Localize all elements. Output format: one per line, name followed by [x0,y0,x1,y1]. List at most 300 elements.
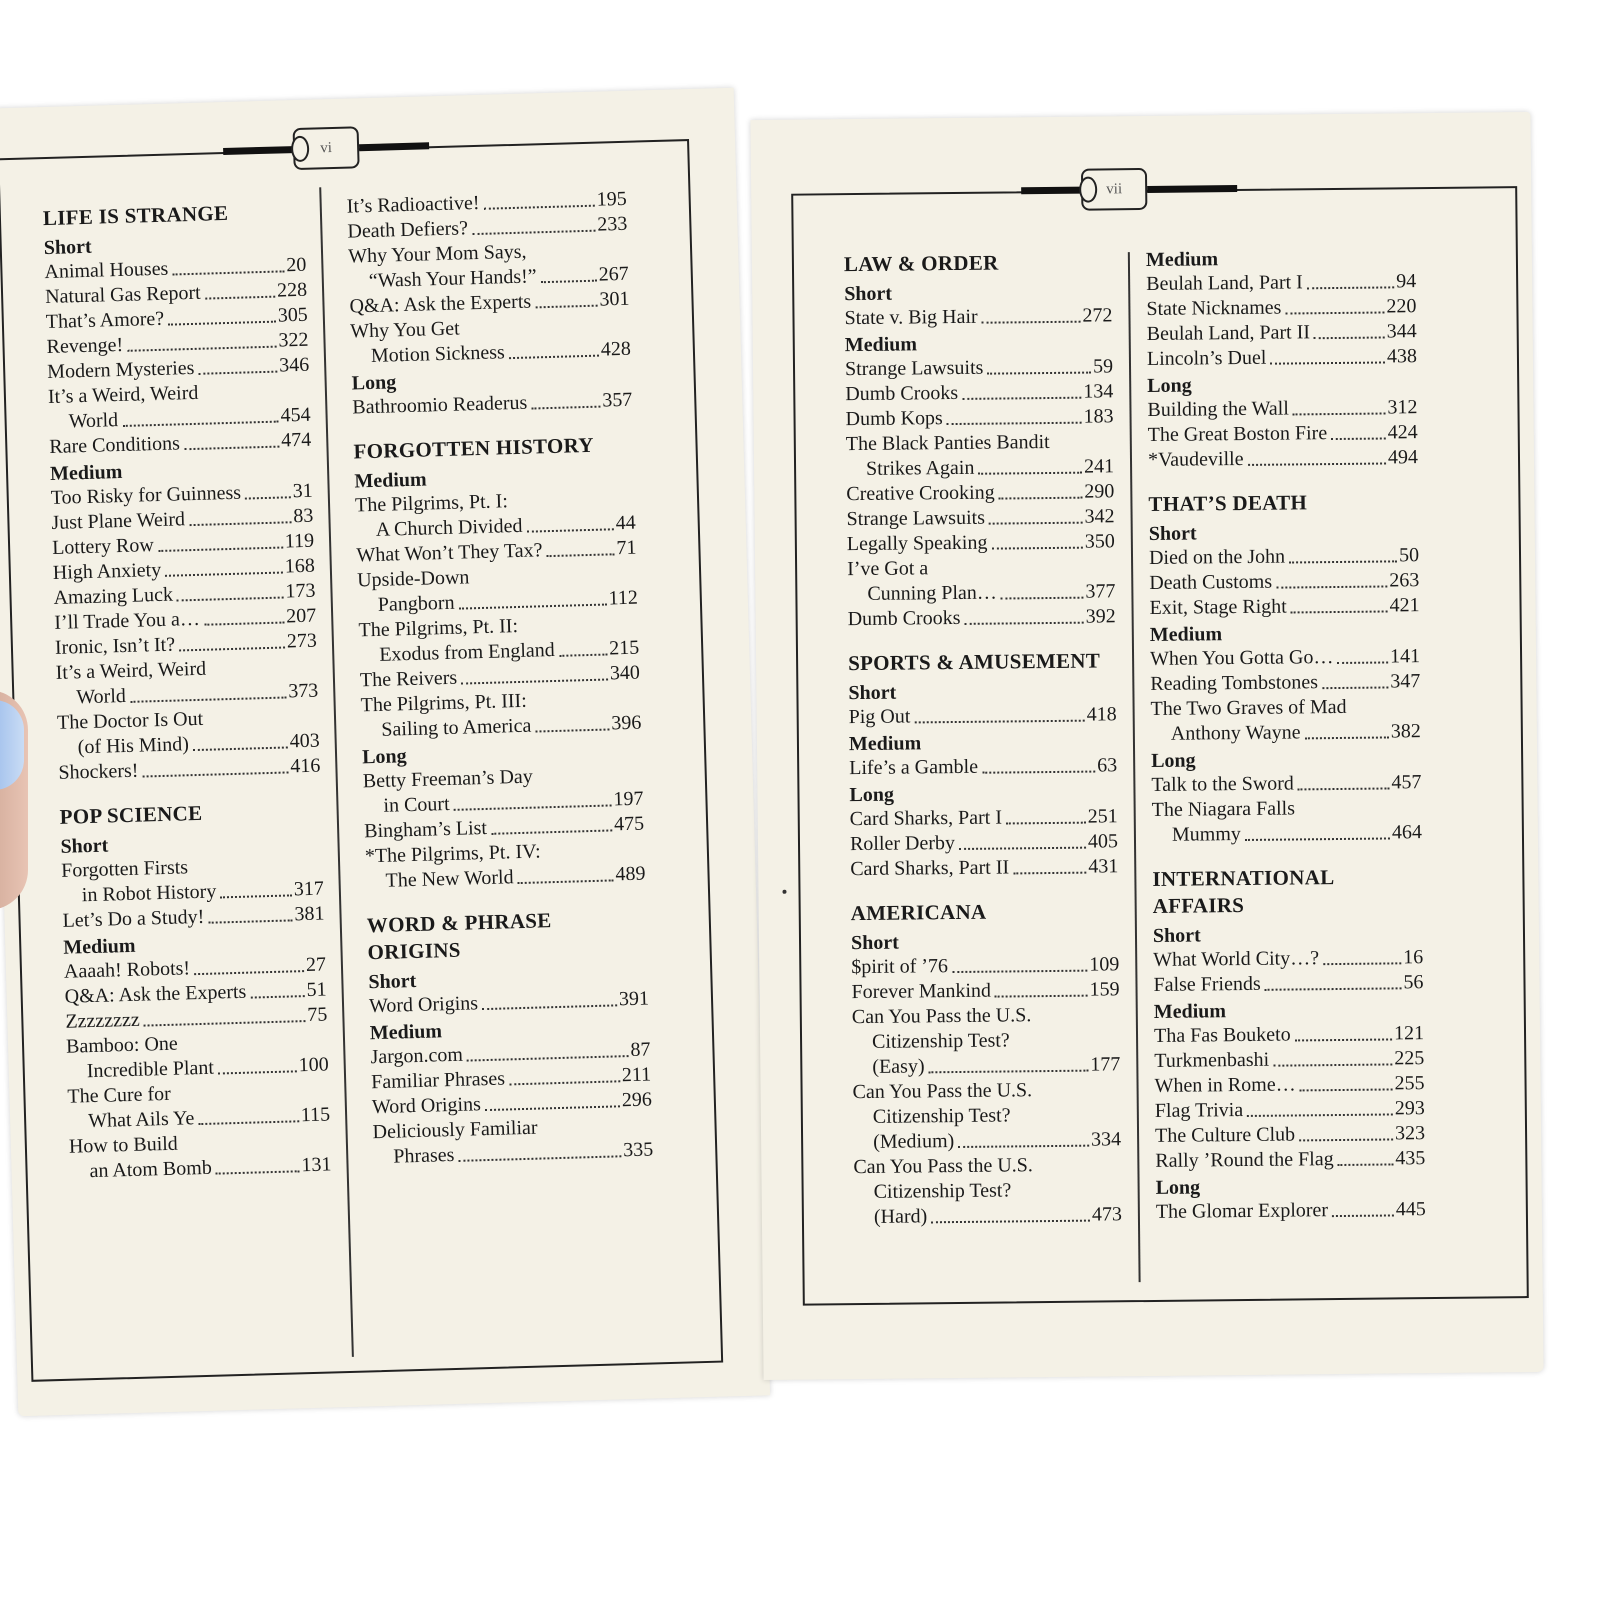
toc-entry[interactable] [846,479,1114,507]
entry-title: Lottery Row [51,534,155,559]
entry-page-number: 241 [1083,455,1115,478]
entry-title: Familiar Phrases [370,1067,506,1094]
toilet-roll-icon [1081,168,1147,211]
dot-leader [1331,437,1386,440]
entry-title: $pirit of ’76 [851,955,949,979]
entry-page-number: 473 [1091,1203,1123,1226]
toc-entry[interactable] [1146,294,1416,322]
entry-title: (of His Mind) [77,733,190,759]
entry-title-line: Citizenship Test? [872,1104,1011,1128]
toc-entry[interactable] [849,753,1117,781]
dot-leader [978,472,1082,475]
length-heading: Short [850,931,899,955]
dot-leader [535,728,609,732]
entry-page-number: 445 [1395,1198,1426,1221]
entry-title-line: It’s a Weird, Weird [47,381,199,409]
entry-page-number: 83 [293,504,314,528]
dot-leader [179,646,285,651]
toc-entry[interactable] [1147,319,1417,347]
dot-leader [509,355,599,360]
entry-page-number: 293 [1394,1097,1425,1120]
length-heading: Medium [369,1020,443,1045]
entry-title: Ironic, Isn’t It? [54,633,176,659]
entry-page-number: 474 [280,428,312,452]
entry-title: Beulah Land, Part II [1146,321,1311,345]
toc-entry[interactable] [845,379,1113,407]
dot-leader [250,995,304,999]
toc-entry[interactable] [845,404,1113,432]
entry-title: Card Sharks, Part I [849,806,1003,831]
entry-page-number: 251 [1087,805,1118,828]
dot-leader [1305,736,1389,739]
length-heading: Medium [49,460,123,485]
dot-leader [472,230,596,235]
entry-title: The Great Boston Fire [1147,422,1328,446]
entry-title-line: Deliciously Familiar [372,1116,538,1144]
toc-entry[interactable] [849,702,1117,730]
dot-leader [1291,610,1388,613]
entry-title: Creative Crooking [846,481,995,506]
length-heading: Short [844,282,893,306]
dot-leader [194,970,304,975]
toc-section [59,797,332,1185]
entry-title: Flag Trivia [1154,1099,1244,1122]
entry-title: That’s Amore? [45,307,165,334]
toc-entry[interactable] [844,303,1112,331]
section-title: SPORTS & AMUSEMENT [847,648,1101,676]
toc-entry[interactable] [848,604,1116,632]
toc-entry[interactable] [1148,420,1418,448]
dot-leader [1298,787,1390,790]
dot-leader [535,305,597,309]
entry-page-number: 20 [286,253,307,277]
dot-leader [982,771,1095,774]
entry-title: (Easy) [872,1055,925,1078]
dot-leader [165,572,283,577]
length-heading: Short [848,681,897,705]
entry-title: State v. Big Hair [844,305,978,330]
entry-page-number: 340 [609,661,641,685]
entry-title: Amazing Luck [53,583,174,609]
entry-page-number: 56 [1403,971,1424,994]
dot-leader [952,970,1087,973]
entry-title-line: The Niagara Falls [1151,797,1296,821]
entry-title-line: Upside-Down [356,566,470,592]
entry-title: Modern Mysteries [46,356,195,384]
toc-entry[interactable] [1154,1021,1424,1049]
dot-leader [205,296,276,300]
page-number: vi [320,139,333,156]
entry-title-line: Forgotten Firsts [60,856,189,882]
entry-title: World [68,409,119,433]
entry-page-number: 168 [284,554,316,578]
length-heading: Short [1152,924,1201,947]
dot-leader [130,696,286,702]
toc-entry[interactable] [1146,269,1416,297]
dot-leader [1332,1214,1394,1217]
entry-page-number: 134 [1083,380,1114,403]
section-title: FORGOTTEN HISTORY [353,432,595,464]
entry-title: Q&A: Ask the Experts [349,290,532,318]
toc-entry[interactable] [847,579,1115,607]
entry-title: World [76,684,127,709]
entry-page-number: 31 [292,479,313,503]
length-heading: Medium [1145,248,1219,271]
entry-title: The Culture Club [1154,1123,1296,1147]
entry-title: Q&A: Ask the Experts [64,980,247,1008]
dot-leader [454,804,612,810]
dot-leader [991,547,1082,550]
toc-entry[interactable] [1151,719,1421,747]
toc-entry[interactable] [852,1052,1120,1080]
entry-page-number: 392 [1085,605,1116,628]
entry-title: Word Origins [371,1093,482,1119]
dot-leader [1273,1063,1392,1066]
section-title: POP SCIENCE [59,800,203,829]
entry-title: Life’s a Gamble [849,755,979,780]
entry-page-number: 233 [597,212,628,236]
entry-page-number: 344 [1386,320,1417,343]
toc-section [848,647,1118,882]
toc-section [353,431,646,895]
dot-leader [220,894,292,898]
entry-title: Strikes Again [865,456,975,480]
length-heading: Long [351,371,397,395]
entry-title-line: Why Your Mom Says, [347,240,527,268]
entry-title: (Medium) [873,1130,955,1153]
toc-entry[interactable] [846,454,1114,482]
entry-page-number: 377 [1085,580,1116,603]
entry-title: Card Sharks, Part II [850,856,1010,881]
entry-title: an Atom Bomb [89,1156,213,1183]
entry-page-number: 350 [1084,530,1115,553]
entry-title: Dumb Crooks [847,606,961,631]
entry-page-number: 255 [1394,1072,1425,1095]
entry-title: Pig Out [848,705,911,729]
entry-page-number: 207 [285,604,317,628]
toc-entry[interactable] [1154,1071,1424,1099]
entry-page-number: 290 [1084,480,1115,503]
entry-title: False Friends [1153,972,1261,996]
toc-entry[interactable] [850,854,1118,882]
entry-title: Dumb Crooks [845,381,959,406]
entry-page-number: 112 [608,586,639,610]
entry-title: Death Customs [1149,570,1273,594]
dot-leader [509,1080,620,1085]
length-heading: Long [1147,374,1192,397]
entry-page-number: 342 [1084,505,1115,528]
entry-title: Dumb Kops [845,407,943,431]
entry-page-number: 141 [1389,645,1421,668]
dot-leader [1300,1088,1393,1091]
entry-title: Incredible Plant [86,1056,215,1083]
entry-page-number: 428 [600,337,632,361]
entry-title: When You Gotta Go… [1149,646,1334,670]
dot-leader [987,372,1091,375]
entry-title: Animal Houses [44,257,169,284]
entry-title: A Church Divided [375,514,523,541]
toc-section [366,905,653,1171]
dot-leader [541,280,597,284]
dot-leader [947,422,1082,425]
length-heading: Long [1155,1176,1201,1199]
entry-page-number: 100 [298,1053,330,1077]
toc-entry[interactable] [851,977,1119,1005]
entry-page-number: 424 [1387,421,1418,444]
toc-entry[interactable] [1150,669,1420,697]
entry-title: Died on the John [1148,545,1286,569]
entry-title: When in Rome… [1154,1073,1296,1097]
toc-section [43,198,321,786]
dot-leader [172,270,284,275]
length-heading: Long [1151,749,1196,772]
toc-entry[interactable] [847,529,1115,557]
entry-title-line: Can You Pass the U.S. [852,1079,1033,1104]
length-heading: Medium [1153,1000,1227,1023]
dot-leader [459,604,607,610]
toilet-roll-icon [293,126,360,170]
entry-title-line: How to Build [68,1132,179,1158]
entry-title: Pangborn [377,591,455,616]
entry-page-number: 494 [1387,446,1419,469]
dot-leader [958,1145,1089,1148]
toc-entry[interactable] [850,829,1118,857]
dot-leader [1001,597,1084,600]
entry-title: Word Origins [368,992,479,1018]
entry-page-number: 109 [1089,953,1120,976]
right-page [750,112,1543,1380]
entry-page-number: 59 [1092,355,1114,378]
entry-title: Beulah Land, Part I [1146,271,1303,295]
entry-title: Roller Derby [849,832,956,856]
dot-leader [482,1004,617,1010]
entry-title: Bathroomio Readerus [352,391,528,419]
entry-page-number: 322 [278,328,309,352]
entry-page-number: 51 [306,978,327,1002]
dot-leader [999,497,1083,500]
entry-page-number: 335 [622,1138,654,1162]
entry-page-number: 27 [305,953,327,977]
dot-leader [1293,412,1386,415]
toc-entry[interactable] [1148,445,1418,473]
entry-title: Natural Gas Report [44,281,201,309]
length-heading: Medium [848,732,922,756]
dot-leader [1285,311,1384,314]
dot-leader [1247,1113,1393,1117]
toc-entry[interactable] [1152,820,1422,848]
entry-page-number: 438 [1386,345,1418,368]
entry-page-number: 63 [1097,754,1118,777]
entry-page-number: 173 [285,579,316,603]
entry-page-number: 267 [598,262,630,286]
length-heading: Short [1148,522,1197,545]
toc-entry[interactable] [1155,1096,1425,1124]
dot-leader [1006,822,1086,825]
entry-page-number: 346 [278,353,310,377]
entry-title: I’ll Trade You a… [53,607,201,634]
entry-title: Tha Fas Bouketo [1153,1023,1291,1047]
dot-leader [1299,1138,1393,1141]
entry-page-number: 416 [290,754,321,778]
header-rule [359,142,429,151]
dot-leader [1337,661,1388,664]
entry-title: Bingham’s List [363,816,488,843]
entry-page-number: 464 [1391,821,1423,844]
dot-leader [198,1120,299,1125]
entry-page-number: 323 [1394,1122,1426,1145]
toc-entry[interactable] [1153,945,1423,973]
entry-title: What World City…? [1153,947,1320,971]
toc-entry[interactable] [850,804,1118,832]
toc-entry[interactable] [1149,593,1419,621]
toc-entry[interactable] [1149,543,1419,571]
dot-leader [484,205,595,210]
section-title: THAT’S DEATH [1148,490,1308,516]
dot-leader [1323,962,1401,965]
toc-section [844,248,1116,632]
entry-title: Rally ’Round the Flag [1155,1148,1334,1172]
toc-entry[interactable] [1147,344,1417,372]
entry-title: Strange Lawsuits [846,506,986,531]
dot-leader [144,1020,306,1027]
toc-entry[interactable] [1151,770,1421,798]
dot-leader [1314,336,1385,339]
entry-page-number: 334 [1091,1128,1122,1151]
toc-entry[interactable] [1154,1046,1424,1074]
entry-title: Zzzzzzzz [65,1008,141,1033]
dot-leader [964,622,1083,625]
entry-title: Strange Lawsuits [844,356,984,381]
entry-title: *Vaudeville [1147,447,1244,471]
dot-leader [1270,361,1385,364]
entry-title: Too Risky for Guinness [50,481,242,509]
dot-leader [929,1070,1089,1074]
entry-page-number: 211 [621,1063,652,1087]
dot-leader [959,847,1086,850]
entry-title: What Won’t They Tax? [356,539,543,567]
toc-entry[interactable] [851,952,1119,980]
length-heading: Medium [1149,623,1223,646]
entry-title: Anthony Wayne [1170,721,1301,745]
toc-entry[interactable] [1155,1121,1425,1149]
entry-page-number: 272 [1082,304,1113,327]
entry-page-number: 177 [1090,1053,1121,1076]
section-title: AMERICANA [850,899,987,926]
dot-leader [189,521,291,526]
toc-entry[interactable] [846,504,1114,532]
entry-title-line: Can You Pass the U.S. [851,1004,1032,1029]
header-rule [1147,185,1237,193]
entry-page-number: 75 [307,1003,328,1027]
entry-page-number: 421 [1389,594,1420,617]
dot-leader [177,597,284,602]
dot-leader [531,406,600,410]
toilet-roll-header [223,124,430,172]
entry-title: Death Defiers? [347,217,469,243]
dot-leader [461,678,608,684]
entry-title: in Robot History [81,880,217,907]
toc-entry[interactable] [1150,644,1420,672]
entry-title: Turkmenbashi [1154,1048,1270,1072]
toc-entry[interactable] [853,1127,1121,1155]
entry-title: (Hard) [873,1205,928,1228]
entry-page-number: 373 [287,679,319,703]
entry-title-line: The Black Panties Bandit [845,431,1050,456]
entry-page-number: 195 [596,187,627,211]
entry-page-number: 317 [293,877,325,901]
entry-title-line: The Cure for [67,1082,172,1108]
section-title: LIFE IS STRANGE [42,200,229,231]
dot-leader [1289,560,1397,563]
entry-page-number: 296 [621,1088,653,1112]
entry-page-number: 220 [1386,295,1417,318]
entry-page-number: 225 [1394,1047,1425,1070]
toc-section [346,187,632,421]
entry-page-number: 263 [1389,569,1420,592]
entry-title: Just Plane Weird [51,508,186,534]
entry-page-number: 403 [289,729,320,753]
entry-title-line: I’ve Got a [847,557,929,581]
entry-title: Lincoln’s Duel [1146,346,1267,370]
toc-section [851,897,1122,1230]
entry-page-number: 228 [276,278,308,302]
toc-entry[interactable] [854,1202,1122,1230]
dot-leader [995,995,1088,998]
dot-leader [1013,872,1086,875]
toc-entry[interactable] [1155,1146,1425,1174]
entry-title: Legally Speaking [846,531,988,556]
entry-title-line: The Doctor Is Out [56,707,204,734]
entry-page-number: 457 [1391,771,1422,794]
entry-page-number: 475 [613,812,645,836]
dot-leader [216,1170,300,1174]
toc-section [1148,488,1422,848]
entry-title: Aaaah! Robots! [63,957,191,983]
length-heading: Short [60,834,109,858]
entry-title-line: Bamboo: One [65,1032,179,1058]
header-rule [1021,186,1081,194]
length-heading: Short [43,235,92,260]
entry-page-number: 301 [599,287,630,311]
toc-entry[interactable] [1156,1197,1426,1225]
entry-title-line: The Two Graves of Mad [1150,695,1347,720]
toc-column [346,187,654,1188]
entry-title: Building the Wall [1147,397,1289,421]
entry-title: Reading Tombstones [1150,671,1319,695]
dot-leader [518,879,614,884]
dot-leader [218,1070,297,1074]
toc-entry[interactable] [1153,970,1423,998]
dot-leader [168,321,276,326]
dot-leader [485,1105,620,1111]
entry-page-number: 71 [616,536,637,560]
toc-column [1146,243,1426,1243]
dot-leader [1295,1038,1392,1041]
entry-title: The New World [385,866,514,892]
entry-page-number: 131 [301,1153,332,1177]
entry-title-line: Betty Freeman’s Day [362,765,534,793]
entry-page-number: 431 [1088,855,1119,878]
toc-column [43,196,333,1203]
toc-entry[interactable] [1147,395,1417,423]
entry-page-number: 215 [608,636,640,660]
entry-title: “Wash Your Hands!” [368,265,537,293]
entry-page-number: 312 [1387,396,1418,419]
dot-leader [989,522,1083,525]
toc-entry[interactable] [1149,568,1419,596]
toc-entry[interactable] [845,354,1113,382]
entry-page-number: 418 [1086,703,1117,726]
